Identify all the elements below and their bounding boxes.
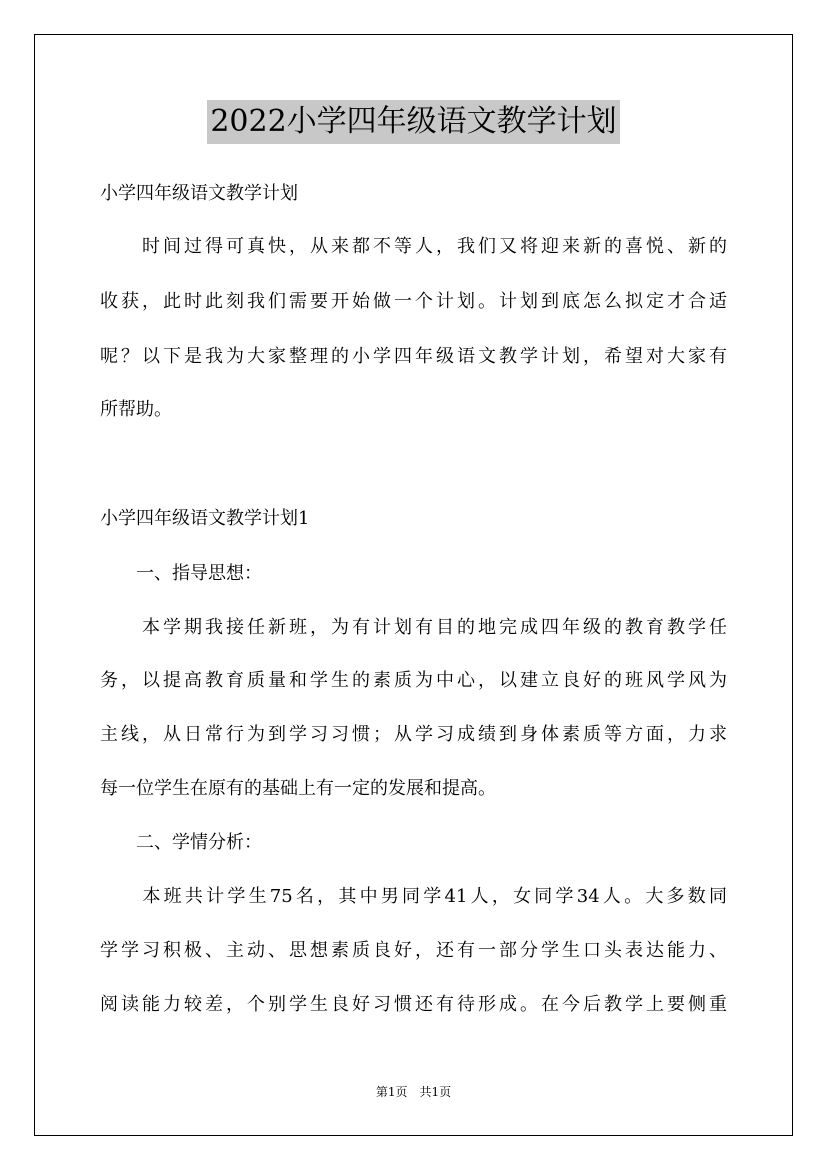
subheading: 二、学情分析： — [100, 832, 262, 853]
paragraph-line: 每一位学生在原有的基础上有一定的发展和提高。 — [100, 778, 496, 799]
paragraph-line: 所帮助。 — [100, 399, 172, 420]
paragraph-line: 主线，从日常行为到学习习惯；从学习成绩到身体素质等方面，力求 — [100, 724, 727, 745]
section-heading: 小学四年级语文教学计划1 — [100, 508, 310, 529]
paragraph-line: 本班共计学生75名，其中男同学41人，女同学34人。大多数同 — [100, 886, 727, 907]
paragraph-line: 收获，此时此刻我们需要开始做一个计划。计划到底怎么拟定才合适 — [100, 291, 727, 312]
subtitle-line: 小学四年级语文教学计划 — [100, 183, 298, 204]
document-title: 2022小学四年级语文教学计划 — [207, 100, 619, 144]
paragraph-line: 务，以提高教育质量和学生的素质为中心，以建立良好的班风学风为 — [100, 670, 727, 691]
paragraph-line: 时间过得可真快，从来都不等人，我们又将迎来新的喜悦、新的 — [100, 236, 727, 257]
page-footer: 第1页 共1页 — [375, 1085, 452, 1099]
paragraph-line: 学学习积极、主动、思想素质良好，还有一部分学生口头表达能力、 — [100, 940, 727, 961]
subheading: 一、指导思想： — [100, 563, 262, 584]
paragraph-line: 呢？以下是我为大家整理的小学四年级语文教学计划，希望对大家有 — [100, 346, 727, 367]
paragraph-line: 阅读能力较差，个别学生良好习惯还有待形成。在今后教学上要侧重 — [100, 994, 727, 1015]
paragraph-line: 本学期我接任新班，为有计划有目的地完成四年级的教育教学任 — [100, 617, 727, 638]
document-title-wrap — [0, 100, 827, 144]
